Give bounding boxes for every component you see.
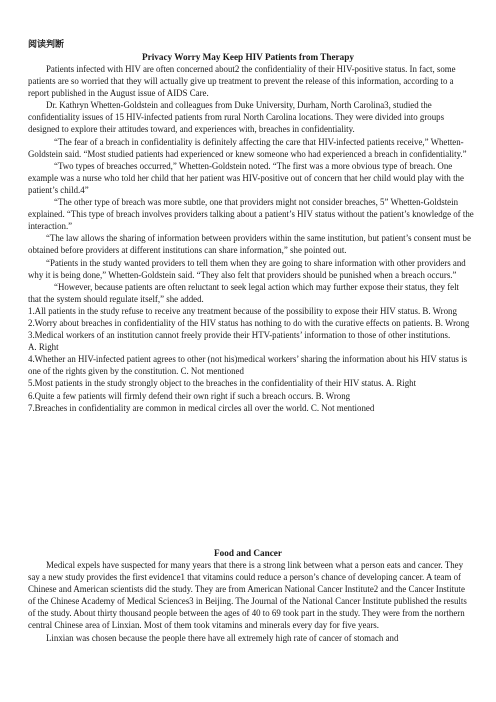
article-title: Privacy Worry May Keep HIV Patients from Therapy xyxy=(142,52,354,62)
question: 4.Whether an HIV-infected patient agrees to other (not his)medical workers’ sharing the information about his HIV status is one of the rights given by the constitution. C. Not mentioned xyxy=(28,354,468,377)
paragraph: “Two types of breaches occurred,” Whetten-Goldstein noted. “The first was a more obvious type of breach. One example was a nurse who told her child that her patient was HIV-positive out of concern that her child would play with the patient’s child.4” xyxy=(28,160,464,195)
paragraph: Medical expels have suspected for many years that there is a strong link between what a person eats and cancer. They say a new study provides the first evidence1 that vitamins could reduce a person’s chance of developing cancer. A team of Chinese and American scientists did the study. They are from American National Cancer Institute2 and the Cancer Institute of the Chinese Academy of Medical Sciences3 in Beijing. The Journal of the National Cancer Institute published the results of the study. About thirty thousand people between the ages of 40 to 69 took part in the study. They were from the northern central Chinese area of Linxian. Most of them took vitamins and minerals every day for five years. xyxy=(28,560,467,631)
question: 2.Worry about breaches in confidentiality of the HIV status has nothing to do with the curative effects on patients. B. Wrong xyxy=(28,317,470,328)
section-heading: 阅读判断 xyxy=(28,40,65,50)
paragraph: Dr. Kathryn Whetten-Goldstein and colleagues from Duke University, Durham, North Carolina3, studied the confidentiality issues of 15 HIV-infected patients from rural North Carolina locations. They were divided into groups designed to explore their attitudes toward, and experiences with, breaches in confidentiality. xyxy=(28,100,445,135)
paragraph: Linxian was chosen because the people there have all extremely high rate of cancer of stomach and xyxy=(46,632,399,643)
paragraph: “However, because patients are often reluctant to seek legal action which may further expose their status, they felt that the system should regulate itself,” she added. xyxy=(28,281,460,304)
question: 7.Breaches in confidentiality are common in medical circles all over the world. C. Not mentioned xyxy=(28,402,375,413)
answer: A. Right xyxy=(28,342,59,353)
question: 3.Medical workers of an institution cannot freely provide their HTV-patients’ information to those of other institutions. xyxy=(28,330,451,341)
paragraph: Patients infected with HIV are often concerned about2 the confidentiality of their HIV-positive status. In fact, some patients are so worried that they will actually give up treatment to prevent the release of this information, according to a report published in the August issue of AIDS Care. xyxy=(28,64,456,99)
paragraph: “The law allows the sharing of information between providers within the same institution, but patient’s consent must be obtained before providers at different institutions can share information,” she pointed out. xyxy=(28,233,471,256)
article-body xyxy=(28,63,474,414)
paragraph: “The fear of a breach in confidentiality is definitely affecting the care that HIV-infected patients receive,” Whetten-Goldstein said. “Most studied patients had experienced or knew someone who had experienced a breach in confidentiality.” xyxy=(28,136,467,159)
article-title: Food and Cancer xyxy=(214,548,282,558)
question: 6.Quite a few patients will firmly defend their own right if such a breach occurs. B. Wrong xyxy=(28,390,351,401)
article-body xyxy=(28,559,474,644)
question: 1.All patients in the study refuse to receive any treatment because of the possibility to expose their HIV status. B. Wrong xyxy=(28,305,457,316)
paragraph: “The other type of breach was more subtle, one that providers might not consider breaches, 5” Whetten-Goldstein explained. “This type of breach involves providers talking about a patient’s HIV status without the patient’s knowledge of the interaction.” xyxy=(28,197,474,232)
question: 5.Most patients in the study strongly object to the breaches in the confidentiality of their HIV status. A. Right xyxy=(28,378,417,389)
paragraph: “Patients in the study wanted providers to tell them when they are going to share information with other providers and why it is being done,” Whetten-Goldstein said. “They also felt that providers should be punished when a breach occurs.” xyxy=(28,257,466,280)
